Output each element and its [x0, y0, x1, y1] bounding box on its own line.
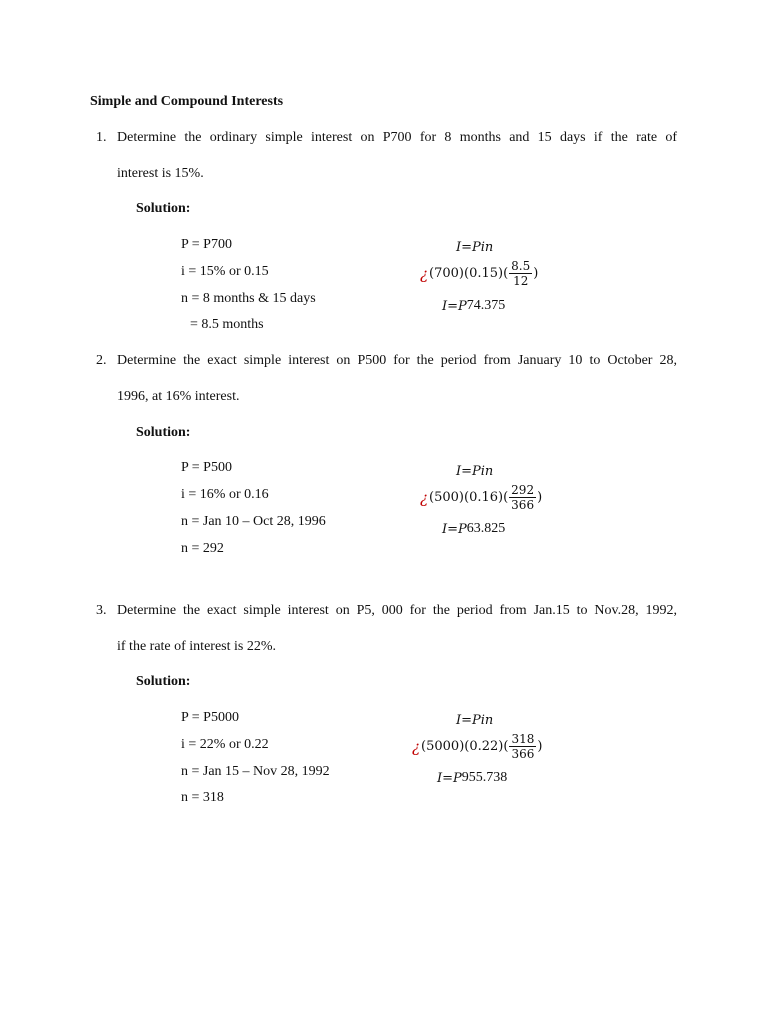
- substitution: [420, 260, 538, 287]
- fraction-denominator: 366: [511, 498, 535, 512]
- substitution-close: ): [537, 490, 543, 505]
- result-value: 74.375: [466, 298, 506, 313]
- substitution-close: ): [537, 739, 543, 754]
- substitution-prefix: ¿: [412, 737, 421, 756]
- problem-text-line1: Determine the exact simple interest on P5, 000 for the period from Jan.15 to Nov.28, 1992,: [117, 603, 677, 618]
- given-principal: P = P5000: [181, 710, 239, 725]
- substitution-values: (500)(0.16)(: [429, 490, 509, 505]
- result-lhs: I=P: [442, 521, 467, 537]
- substitution: [420, 484, 542, 511]
- fraction-numerator: 292: [511, 483, 535, 497]
- formula: I=Pin: [456, 713, 494, 728]
- substitution-values: (5000)(0.22)(: [421, 739, 509, 754]
- solution-label: Solution:: [136, 425, 191, 440]
- fraction-numerator: 318: [511, 732, 535, 746]
- given-rate: i = 22% or 0.22: [181, 737, 269, 752]
- solution-label: Solution:: [136, 674, 191, 689]
- substitution-prefix: ¿: [420, 264, 429, 283]
- problem-text-line1: Determine the ordinary simple interest on P700 for 8 months and 15 days if the rate of: [117, 130, 677, 145]
- result-value: 955.738: [461, 770, 508, 785]
- result-value: 63.825: [466, 521, 506, 536]
- given-principal: P = P500: [181, 460, 232, 475]
- substitution-close: ): [533, 266, 539, 281]
- result-lhs: I=P: [442, 298, 467, 314]
- result: [442, 521, 505, 537]
- problem-number: 1.: [96, 130, 107, 145]
- substitution-values: (700)(0.15)(: [429, 266, 509, 281]
- page-title: Simple and Compound Interests: [90, 94, 284, 109]
- given-days: n = 318: [181, 790, 224, 805]
- given-time: n = Jan 15 – Nov 28, 1992: [181, 764, 330, 779]
- substitution: [412, 733, 542, 760]
- formula: I=Pin: [456, 464, 494, 479]
- problem-text-line2: 1996, at 16% interest.: [117, 389, 240, 404]
- result-lhs: I=P: [437, 770, 462, 786]
- problem-number: 3.: [96, 603, 107, 618]
- fraction: [509, 484, 536, 511]
- given-rate: i = 15% or 0.15: [181, 264, 269, 279]
- result: [437, 770, 507, 786]
- given-time-converted: = 8.5 months: [190, 317, 264, 332]
- given-rate: i = 16% or 0.16: [181, 487, 269, 502]
- fraction: [509, 260, 532, 287]
- substitution-prefix: ¿: [420, 488, 429, 507]
- problem-text-line2: if the rate of interest is 22%.: [117, 639, 277, 654]
- given-principal: P = P700: [181, 237, 232, 252]
- fraction-denominator: 12: [513, 274, 529, 288]
- problem-text-line1: Determine the exact simple interest on P500 for the period from January 10 to October 28,: [117, 353, 677, 368]
- given-time: n = 8 months & 15 days: [181, 291, 316, 306]
- solution-label: Solution:: [136, 201, 191, 216]
- problem-number: 2.: [96, 353, 107, 368]
- fraction: [509, 733, 536, 760]
- given-time: n = Jan 10 – Oct 28, 1996: [181, 514, 326, 529]
- formula: I=Pin: [456, 240, 494, 255]
- result: [442, 298, 505, 314]
- fraction-denominator: 366: [511, 747, 535, 761]
- given-days: n = 292: [181, 541, 224, 556]
- fraction-numerator: 8.5: [511, 259, 531, 273]
- problem-text-line2: interest is 15%.: [117, 166, 204, 181]
